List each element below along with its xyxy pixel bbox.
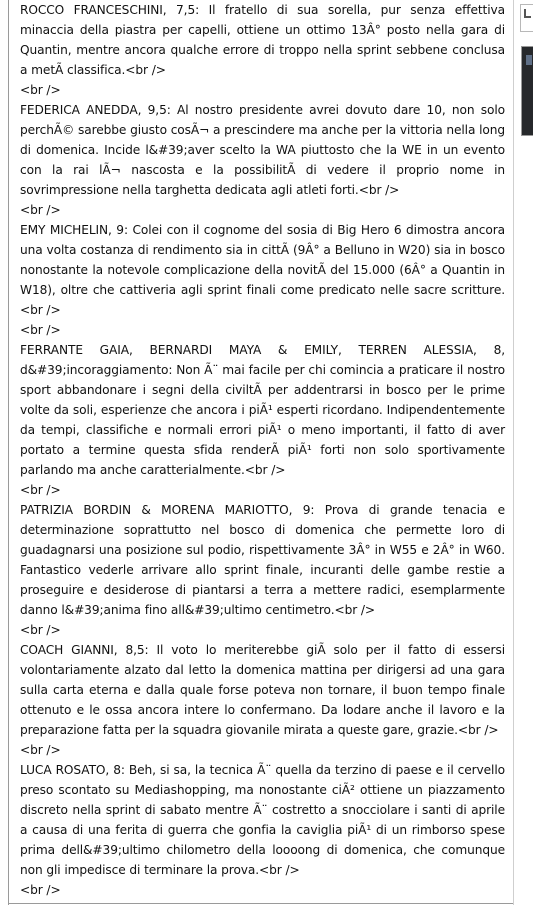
- br-line: <br />: [20, 323, 61, 337]
- text-content[interactable]: [20, 0, 505, 900]
- text-area-left-border: [8, 0, 9, 905]
- br-line: <br />: [20, 883, 61, 897]
- text-area-bottom-border: [8, 903, 513, 904]
- paragraph-emy-michelin: EMY MICHELIN, 9: Colei con il cognome del sosia di Big Hero 6 dimostra ancora una volta costanza di rendimento sia in cittÃ (9Â° a Belluno in W20) sia in bosco nonostante la notevole complicazione della novitÃ del 15.000 (6Â° a Quantin in W18), oltre che cattiveria agli sprint finali come predicato nelle sacre scritture.<br />: [20, 223, 505, 317]
- br-line: <br />: [20, 623, 61, 637]
- br-line: <br />: [20, 83, 61, 97]
- br-line: <br />: [20, 483, 61, 497]
- check-icon: [524, 9, 531, 18]
- image-accent: [526, 55, 532, 65]
- thumbnail-image[interactable]: [521, 46, 533, 136]
- paragraph-rocco-franceschini: ROCCO FRANCESCHINI, 7,5: Il fratello di sua sorella, pur senza effettiva minaccia della piastra per capelli, ottiene un ottimo 13Â° posto nella gara di Quantin, mentre ancora qualche errore di troppo nella sprint sebbene conclusa a metÃ classifica.<br />: [20, 3, 505, 77]
- br-line: <br />: [20, 203, 61, 217]
- br-line: <br />: [20, 743, 61, 757]
- checkbox-widget[interactable]: [520, 4, 533, 32]
- paragraph-coach-gianni: COACH GIANNI, 8,5: Il voto lo meriterebbe giÃ solo per il fatto di essersi volontariamente alzato dal letto la domenica mattina per dirigersi ad una gara sulla carta eterna e dalla quale forse poteva non tornare, il buon tempo finale ottenuto e le ossa ancora intere lo confermano. Da lodare anche il lavoro e la preparazione fatta per la squadra giovanile mirata a queste gare, grazie.<br />: [20, 643, 505, 737]
- paragraph-patrizia-bordin: PATRIZIA BORDIN & MORENA MARIOTTO, 9: Prova di grande tenacia e determinazione soprattutto nel bosco di domenica che permette loro di guadagnarsi una posizione sul podio, rispettivamente 3Â° in W55 e 2Â° in W60. Fantastico vederle arrivare allo sprint finale, incuranti delle gambe restie a proseguire e desiderose di piantarsi a terra a mettere radici, esemplarmente danno l&#39;anima fino all&#39;ultimo centimetro.<br />: [20, 503, 505, 617]
- paragraph-ferrante-gaia: FERRANTE GAIA, BERNARDI MAYA & EMILY, TERREN ALESSIA, 8, d&#39;incoraggiamento: Non Ã¨ mai facile per chi comincia a praticare il nostro sport abbandonare i segni della civiltÃ per addentrarsi in bosco per le prime volte da soli, esperienze che ancora i piÃ¹ esperti ricordano. Indipendentemente da tempi, classifiche e normali errori piÃ¹ o meno importanti, il fatto di aver portato a termine questa sfida renderÃ piÃ¹ forti non solo sportivamente parlando ma anche caratterialmente.<br />: [20, 343, 505, 477]
- paragraph-federica-anedda: FEDERICA ANEDDA, 9,5: Al nostro presidente avrei dovuto dare 10, non solo perchÃ© sarebbe giusto cosÃ¬ a prescindere ma anche per la vittoria nella long di domenica. Incide l&#39;aver scelto la WA piuttosto che la WE in un evento con la rai lÃ¬ nascosta e la possibilitÃ di vedere il proprio nome in sovrimpressione nella targhetta dedicata agli atleti forti.<br />: [20, 103, 506, 197]
- paragraph-luca-rosato: LUCA ROSATO, 8: Beh, si sa, la tecnica Ã¨ quella da terzino di paese e il cervello preso scontato su Mediashopping, ma nonostante ciÃ² ottiene un piazzamento discreto nella sprint di sabato mentre Ã¨ costretto a snocciolare i santi di aprile a causa di una ferita di guerra che gonfia la caviglia piÃ¹ di un rimborso spese prima dell&#39;ultimo chilometro della loooong di domenica, che comunque non gli impedisce di terminare la prova.<br />: [20, 763, 505, 877]
- right-side-panel: [513, 0, 533, 905]
